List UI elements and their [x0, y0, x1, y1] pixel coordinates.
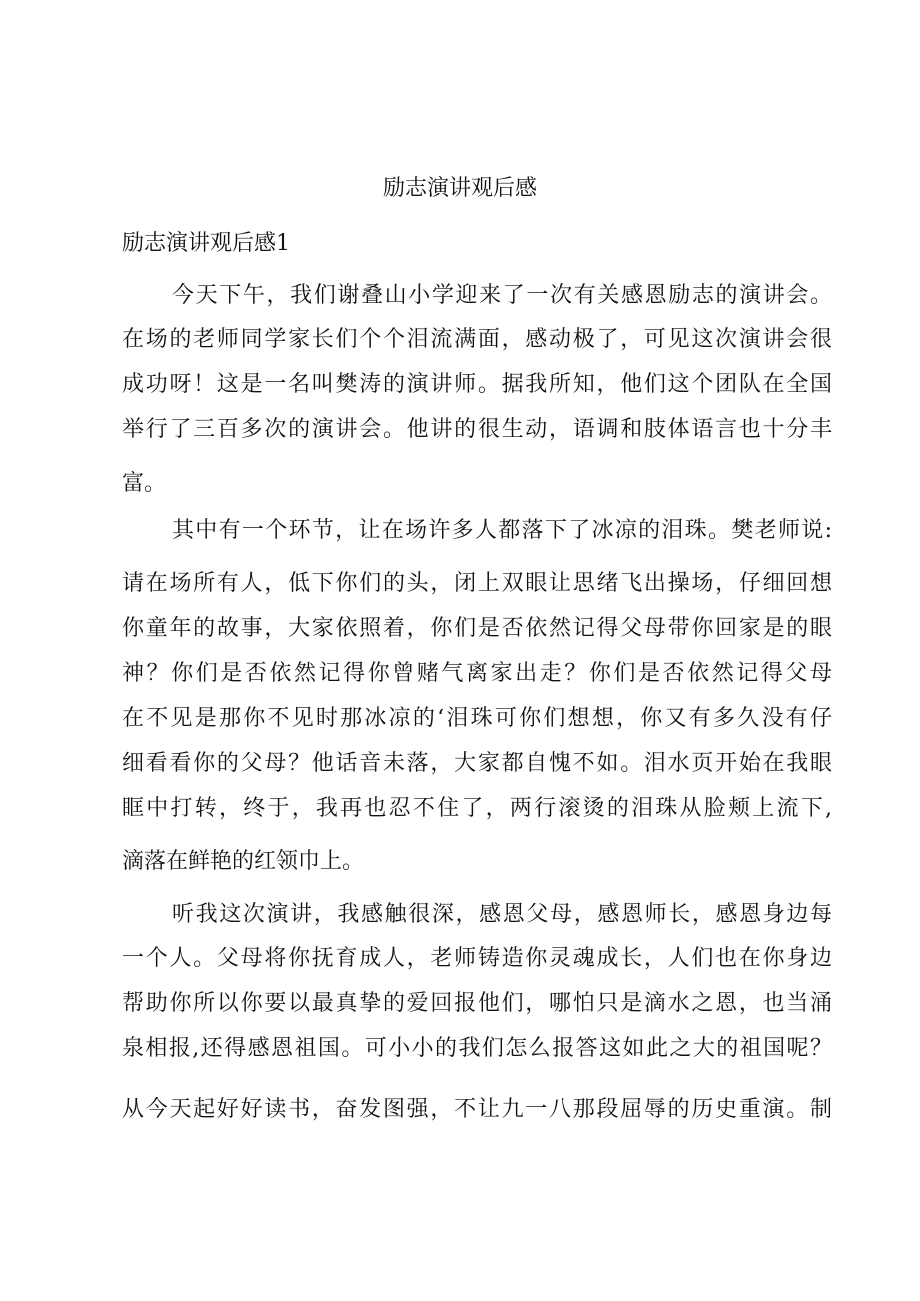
- paragraph-3-line-4: 泉相报,还得感恩祖国。可小小的我们怎么报答这如此之大的祖国呢？: [122, 1036, 832, 1061]
- paragraph-1-line-5: 富。: [122, 471, 167, 496]
- paragraph-2-line-7: 眶中打转，终于，我再也忍不住了，两行滚烫的泪珠从脸颊上流下,: [122, 796, 832, 821]
- paragraph-3-line-3: 帮助你所以你要以最真挚的爱回报他们，哪怕只是滴水之恩，也当涌: [122, 991, 832, 1016]
- paragraph-2-line-2: 请在场所有人，低下你们的头，闭上双眼让思绪飞出操场，仔细回想: [122, 571, 832, 596]
- paragraph-2-line-4: 神？你们是否依然记得你曾赌气离家出走？你们是否依然记得父母: [122, 661, 832, 686]
- document-title: 励志演讲观后感: [382, 176, 537, 201]
- paragraph-2-line-1: 其中有一个环节，让在场许多人都落下了冰凉的泪珠。樊老师说:: [172, 518, 832, 543]
- paragraph-1-line-1: 今天下午，我们谢叠山小学迎来了一次有关感恩励志的演讲会。: [172, 283, 832, 308]
- paragraph-2-line-6: 细看看你的父母？他话音未落，大家都自愧不如。泪水页开始在我眼: [122, 751, 832, 776]
- paragraph-2-line-5: 在不见是那你不见时那冰凉的‘泪珠可你们想想，你又有多久没有仔: [122, 706, 832, 731]
- paragraph-2-line-8: 滴落在鲜艳的红领巾上。: [122, 849, 365, 874]
- section-heading: 励志演讲观后感1: [122, 231, 290, 256]
- paragraph-3-line-1: 听我这次演讲，我感触很深，感恩父母，感恩师长，感恩身边每: [172, 902, 832, 927]
- paragraph-1-line-2: 在场的老师同学家长们个个泪流满面，感动极了，可见这次演讲会很: [122, 327, 832, 352]
- paragraph-3-line-2: 一个人。父母将你抚育成人，老师铸造你灵魂成长，人们也在你身边: [122, 946, 832, 971]
- paragraph-3-line-5: 从今天起好好读书，奋发图强，不让九一八那段屈辱的历史重演。制: [122, 1097, 832, 1122]
- paragraph-1-line-3: 成功呀！这是一名叫樊涛的演讲师。据我所知，他们这个团队在全国: [122, 372, 832, 397]
- paragraph-2-line-3: 你童年的故事，大家依照着，你们是否依然记得父母带你回家是的眼: [122, 616, 832, 641]
- paragraph-1-line-4: 举行了三百多次的演讲会。他讲的很生动，语调和肢体语言也十分丰: [122, 417, 832, 442]
